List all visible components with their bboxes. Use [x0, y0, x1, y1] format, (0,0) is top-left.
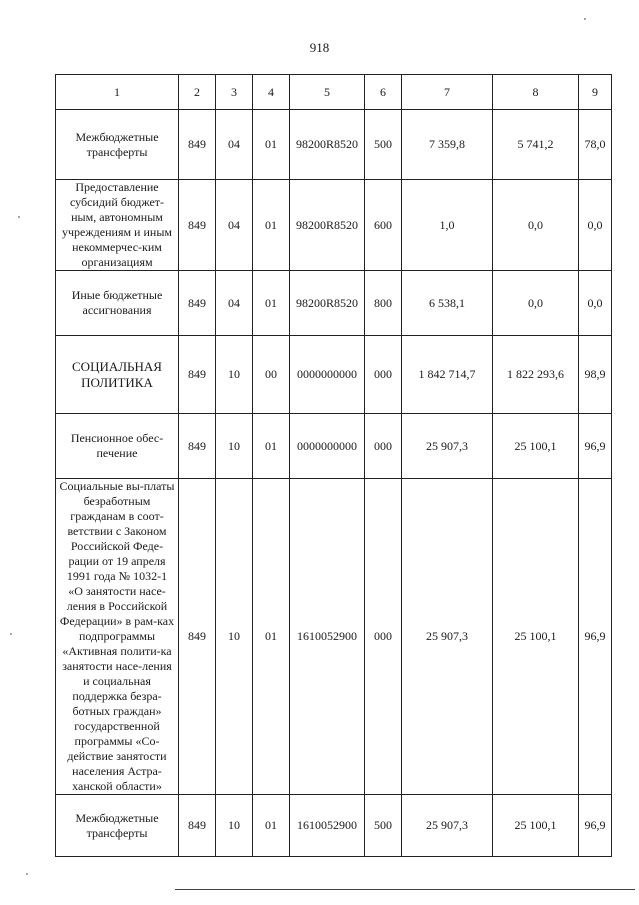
- cell-executed: 25 100,1: [493, 479, 579, 795]
- scan-speck: [10, 633, 12, 635]
- table-row: [56, 180, 612, 271]
- cell-code-admin: 849: [179, 110, 216, 180]
- cell-target-article: 98200R8520: [290, 271, 365, 336]
- scan-speck: [584, 18, 586, 20]
- table-row: [56, 414, 612, 479]
- cell-subsection: 01: [253, 110, 290, 180]
- cell-section: 04: [216, 271, 253, 336]
- column-header: 3: [216, 75, 253, 110]
- cell-subsection: 01: [253, 414, 290, 479]
- cell-subsection: 01: [253, 271, 290, 336]
- cell-target-article: 0000000000: [290, 336, 365, 414]
- cell-section: 10: [216, 479, 253, 795]
- cell-expense-type: 600: [365, 180, 402, 271]
- cell-executed: 0,0: [493, 271, 579, 336]
- cell-percent: 96,9: [579, 414, 612, 479]
- cell-percent: 0,0: [579, 180, 612, 271]
- cell-code-admin: 849: [179, 336, 216, 414]
- column-header: 7: [402, 75, 493, 110]
- table-row: [56, 110, 612, 180]
- column-header: 4: [253, 75, 290, 110]
- cell-percent: 78,0: [579, 110, 612, 180]
- row-name: Межбюджетные трансферты: [56, 795, 179, 857]
- cell-target-article: 98200R8520: [290, 180, 365, 271]
- cell-section: 10: [216, 795, 253, 857]
- row-name: Межбюджетные трансферты: [56, 110, 179, 180]
- cell-expense-type: 500: [365, 110, 402, 180]
- cell-section: 04: [216, 180, 253, 271]
- cell-code-admin: 849: [179, 414, 216, 479]
- cell-plan: 7 359,8: [402, 110, 493, 180]
- cell-percent: 0,0: [579, 271, 612, 336]
- budget-table: [55, 74, 612, 857]
- cell-code-admin: 849: [179, 795, 216, 857]
- cell-section: 04: [216, 110, 253, 180]
- cell-executed: 5 741,2: [493, 110, 579, 180]
- cell-subsection: 01: [253, 479, 290, 795]
- cell-target-article: 98200R8520: [290, 110, 365, 180]
- column-header: 5: [290, 75, 365, 110]
- cell-percent: 96,9: [579, 795, 612, 857]
- column-header: 1: [56, 75, 179, 110]
- cell-plan: 25 907,3: [402, 414, 493, 479]
- cell-plan: 6 538,1: [402, 271, 493, 336]
- cell-expense-type: 500: [365, 795, 402, 857]
- cell-code-admin: 849: [179, 271, 216, 336]
- cell-executed: 1 822 293,6: [493, 336, 579, 414]
- row-name: Социальные вы-платы безработным гражданам в соот-ветствии с Законом Российской Феде-рации от 19 апреля 1991 года № 1032-1 «О занятости насе-ления в Российской Федерации» в рам-ках подпрограммы «Активная полити-ка занятости насе-ления и социальная поддержка безра-ботных граждан» государственной программы «Со-действие занятости населения Астра-ханской области»: [56, 479, 179, 795]
- cell-target-article: 1610052900: [290, 479, 365, 795]
- cell-section: 10: [216, 336, 253, 414]
- cell-code-admin: 849: [179, 180, 216, 271]
- table-row: [56, 271, 612, 336]
- column-header: 8: [493, 75, 579, 110]
- cell-percent: 96,9: [579, 479, 612, 795]
- page-number: 918: [309, 40, 330, 55]
- row-name: Предоставление субсидий бюджет-ным, автономным учреждениям и иным некоммерчес-ким организациям: [56, 180, 179, 271]
- cell-subsection: 01: [253, 795, 290, 857]
- table-header-row: [56, 75, 612, 110]
- cell-target-article: 1610052900: [290, 795, 365, 857]
- cell-section: 10: [216, 414, 253, 479]
- column-header: 2: [179, 75, 216, 110]
- table-row: [56, 795, 612, 857]
- column-header: 9: [579, 75, 612, 110]
- cell-plan: 25 907,3: [402, 479, 493, 795]
- footer-rule: [175, 889, 635, 890]
- cell-executed: 25 100,1: [493, 795, 579, 857]
- cell-executed: 0,0: [493, 180, 579, 271]
- cell-expense-type: 000: [365, 336, 402, 414]
- table-row: [56, 479, 612, 795]
- cell-subsection: 00: [253, 336, 290, 414]
- row-name: Пенсионное обес-печение: [56, 414, 179, 479]
- row-name: СОЦИАЛЬНАЯ ПОЛИТИКА: [56, 336, 179, 414]
- cell-percent: 98,9: [579, 336, 612, 414]
- column-header: 6: [365, 75, 402, 110]
- cell-subsection: 01: [253, 180, 290, 271]
- table-row: [56, 336, 612, 414]
- cell-executed: 25 100,1: [493, 414, 579, 479]
- cell-expense-type: 000: [365, 479, 402, 795]
- cell-expense-type: 000: [365, 414, 402, 479]
- cell-target-article: 0000000000: [290, 414, 365, 479]
- scan-speck: [26, 873, 28, 875]
- scan-speck: [18, 216, 20, 218]
- cell-code-admin: 849: [179, 479, 216, 795]
- cell-plan: 1 842 714,7: [402, 336, 493, 414]
- cell-plan: 1,0: [402, 180, 493, 271]
- cell-expense-type: 800: [365, 271, 402, 336]
- cell-plan: 25 907,3: [402, 795, 493, 857]
- row-name: Иные бюджетные ассигнования: [56, 271, 179, 336]
